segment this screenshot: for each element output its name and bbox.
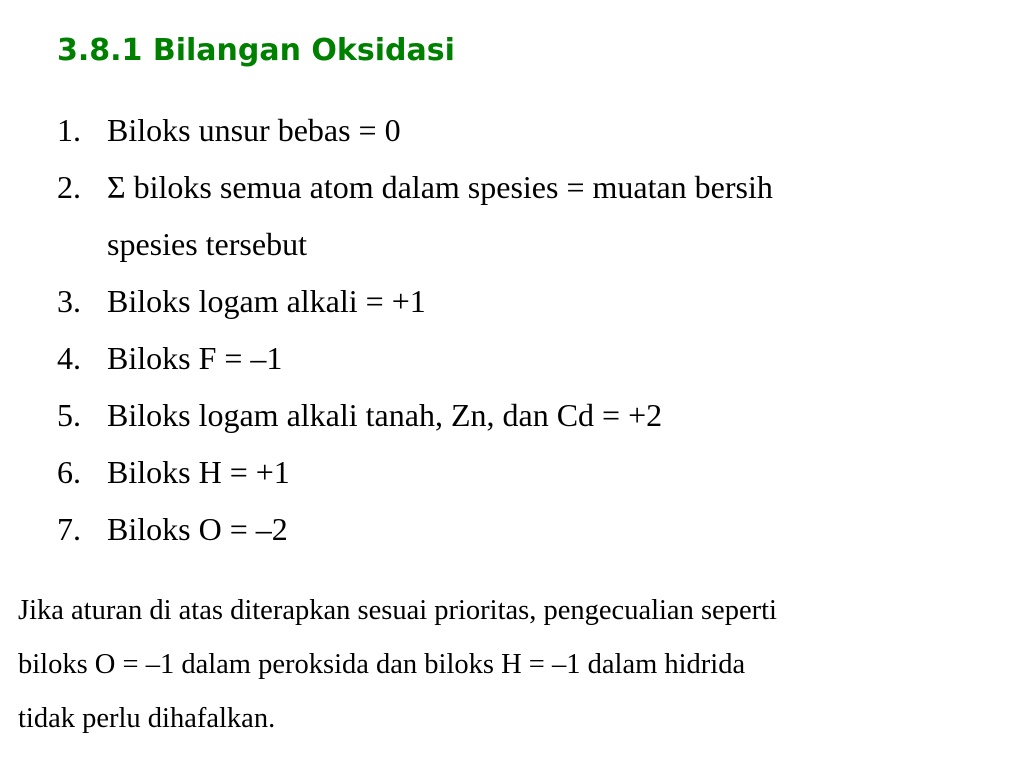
oxidation-rules-list: [57, 102, 773, 558]
rule-item: [57, 444, 773, 501]
exception-note: [18, 584, 1018, 746]
rule-text: Biloks H = +1: [107, 454, 290, 490]
rule-number: 3.: [57, 283, 81, 319]
rule-item: [57, 273, 773, 330]
rule-text: Biloks logam alkali = +1: [107, 283, 426, 319]
rule-text: Biloks unsur bebas = 0: [107, 112, 401, 148]
note-line: tidak perlu dihafalkan.: [18, 703, 276, 734]
rule-item: [57, 159, 773, 216]
note-line: Jika aturan di atas diterapkan sesuai prioritas, pengecualian seperti: [18, 595, 777, 626]
rule-text: Biloks O = –2: [107, 511, 288, 547]
rule-item: [57, 330, 773, 387]
rule-number: 7.: [57, 511, 81, 547]
rule-item: [57, 387, 773, 444]
rule-number: 4.: [57, 340, 81, 376]
note-line: biloks O = –1 dalam peroksida dan biloks H = –1 dalam hidrida: [18, 649, 746, 680]
rule-text: Biloks logam alkali tanah, Zn, dan Cd = +2: [107, 397, 663, 433]
rule-number: 1.: [57, 112, 81, 148]
rule-number: 5.: [57, 397, 81, 433]
rule-number: 6.: [57, 454, 81, 490]
rule-number: [57, 216, 107, 273]
rule-item: [57, 102, 773, 159]
rule-text: spesies tersebut: [107, 226, 307, 262]
rule-text: Biloks F = –1: [107, 340, 283, 376]
slide-title: 3.8.1 Bilangan Oksidasi: [57, 33, 455, 68]
rule-text: Σ biloks semua atom dalam spesies = muatan bersih: [107, 169, 773, 205]
rule-item: [57, 501, 773, 558]
rule-number: 2.: [57, 169, 81, 205]
rule-item-continuation: [57, 216, 773, 273]
